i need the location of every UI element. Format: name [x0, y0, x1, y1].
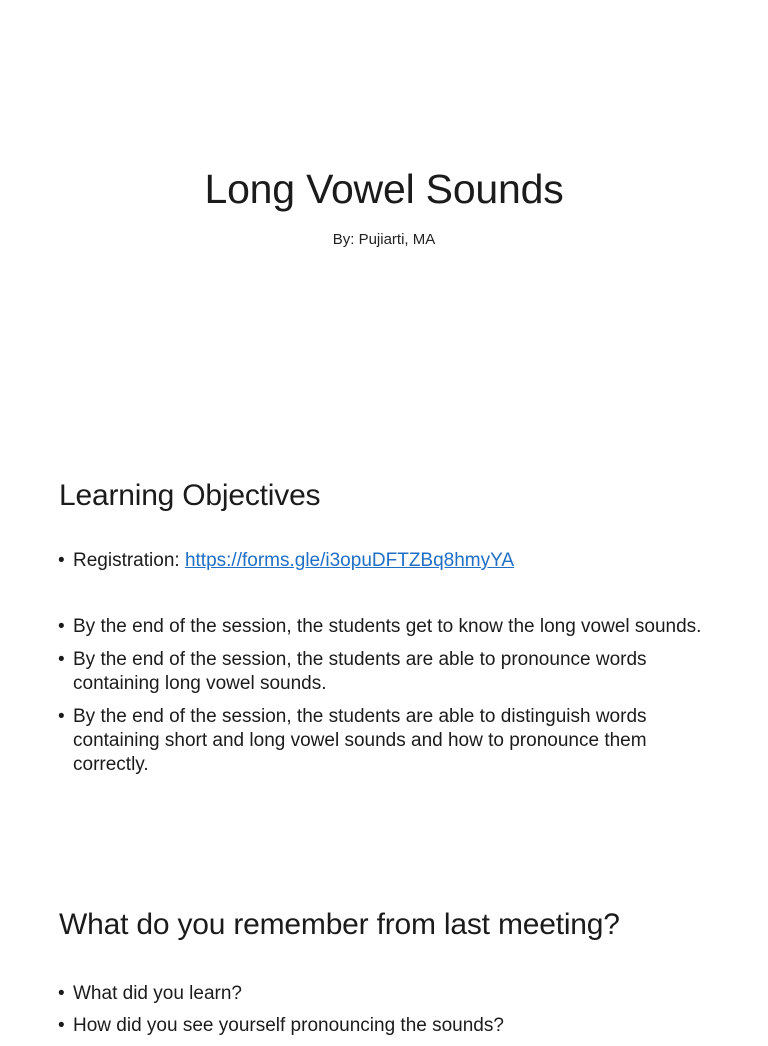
- recap-text: What did you learn?: [73, 983, 242, 1004]
- registration-label: Registration:: [73, 550, 185, 571]
- recap-item: [56, 1014, 716, 1038]
- objective-item: [56, 705, 716, 777]
- recap-text: How did you see yourself pronouncing the sounds?: [73, 1015, 504, 1036]
- objectives-list: [56, 615, 716, 786]
- bullet-symbol: •: [58, 649, 65, 670]
- bullet-symbol: •: [58, 1015, 65, 1036]
- bullet-symbol: •: [58, 983, 65, 1004]
- objective-item: [56, 648, 716, 696]
- bullet-symbol: •: [58, 616, 65, 637]
- objective-text: By the end of the session, the students are able to distinguish words containing short and long vowel sounds and how to pronounce them correctly.: [73, 706, 647, 775]
- objectives-heading: Learning Objectives: [59, 479, 321, 512]
- registration-item: [56, 549, 716, 573]
- slide-subtitle: By: Pujiarti, MA: [332, 231, 436, 248]
- recap-slide: [0, 864, 768, 1036]
- objective-text: By the end of the session, the students are able to pronounce words containing long vowel sounds.: [73, 649, 647, 694]
- registration-link[interactable]: https://forms.gle/i3opuDFTZBq8hmyYA: [184, 550, 515, 571]
- recap-item: [56, 982, 716, 1006]
- bullet-symbol: •: [58, 706, 65, 727]
- recap-list: [56, 982, 716, 1046]
- objectives-slide: [0, 432, 768, 864]
- registration-list: [56, 549, 716, 573]
- objective-text: By the end of the session, the students get to know the long vowel sounds.: [73, 616, 702, 637]
- title-slide: [0, 0, 768, 432]
- objective-item: [56, 615, 716, 639]
- slide-title: Long Vowel Sounds: [204, 166, 564, 212]
- bullet-symbol: •: [58, 550, 65, 571]
- recap-heading: What do you remember from last meeting?: [59, 908, 620, 941]
